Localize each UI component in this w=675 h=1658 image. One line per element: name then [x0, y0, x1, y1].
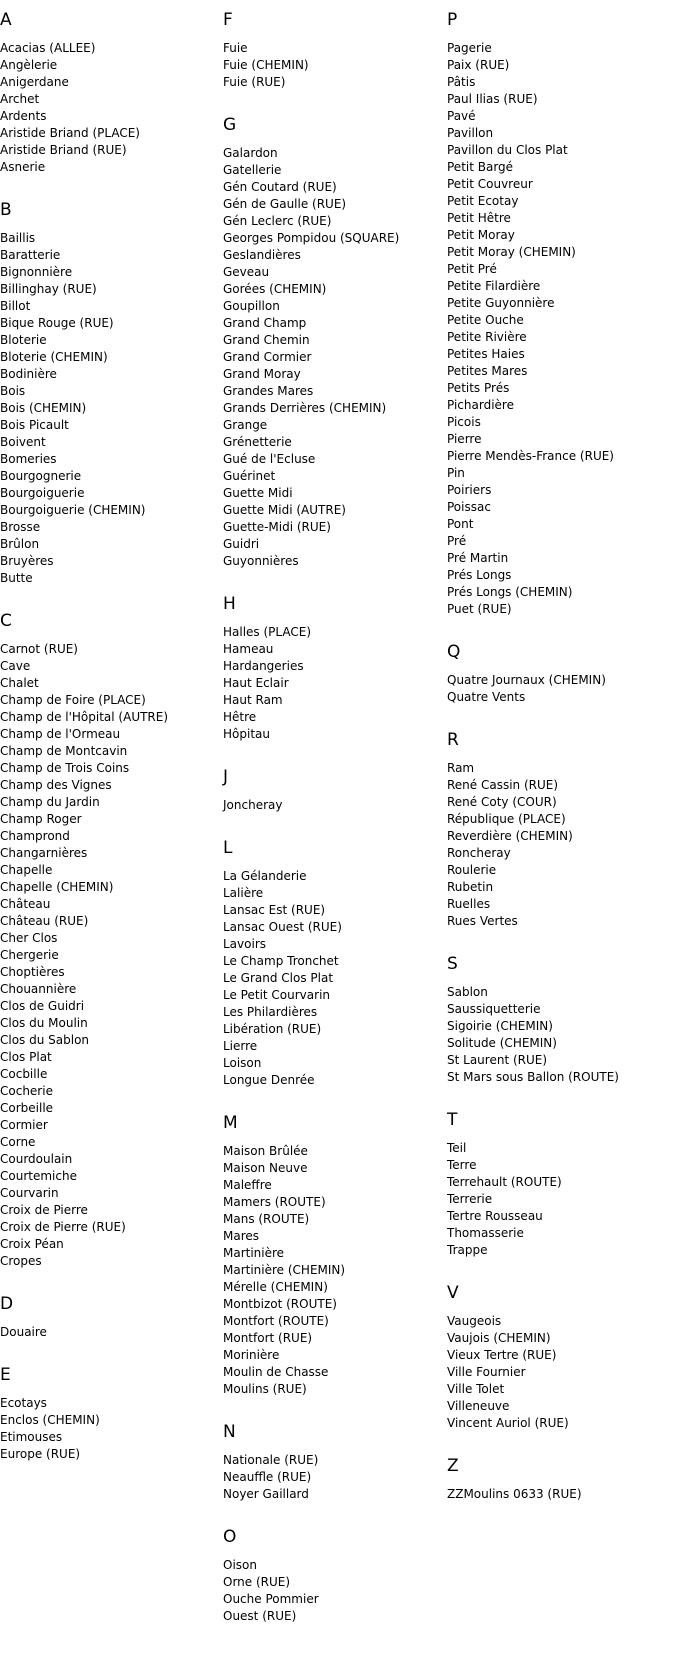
street-list-item[interactable]: Petites Mares [447, 364, 528, 378]
street-list [0, 1395, 212, 1463]
street-list-item[interactable]: Grands Derrières (CHEMIN) [223, 401, 387, 415]
street-list [447, 760, 659, 930]
street-list-item[interactable]: Clos du Sablon [0, 1033, 90, 1047]
street-list-item[interactable]: Joncheray [223, 798, 283, 812]
street-list-item[interactable]: Gorées (CHEMIN) [223, 282, 327, 296]
street-list-item[interactable]: Petit Moray (CHEMIN) [447, 245, 576, 259]
street-list-item[interactable]: St Laurent (RUE) [447, 1053, 548, 1067]
street-list-item[interactable]: Trappe [447, 1243, 488, 1257]
street-list-item[interactable]: Corne [0, 1135, 36, 1149]
street-list-item[interactable]: Acacias (ALLEE) [0, 41, 96, 55]
street-list [0, 230, 212, 587]
street-list-item[interactable]: Maison Brûlée [223, 1144, 308, 1158]
street-list-item[interactable]: Rues Vertes [447, 914, 518, 928]
street-list-item[interactable]: Ruelles [447, 897, 491, 911]
street-list [223, 1143, 435, 1398]
street-list-item[interactable]: Bignonnière [0, 265, 73, 279]
street-list-item[interactable]: Courvarin [0, 1186, 59, 1200]
street-list-item[interactable]: Geveau [223, 265, 270, 279]
letter-section [223, 767, 435, 814]
letter-section [447, 1283, 659, 1432]
letter-heading: S [447, 954, 458, 974]
street-list-item[interactable]: Mans (ROUTE) [223, 1212, 310, 1226]
street-list-item[interactable]: Bodinière [0, 367, 57, 381]
street-list-item[interactable]: Angèlerie [0, 58, 58, 72]
street-list-item[interactable]: Petite Filardière [447, 279, 541, 293]
letter-section [223, 838, 435, 1089]
street-list-item[interactable]: Pavillon du Clos Plat [447, 143, 568, 157]
street-list-item[interactable]: Poissac [447, 500, 491, 514]
street-list-item[interactable]: Mares [223, 1229, 260, 1243]
street-list-item[interactable]: Neauffle (RUE) [223, 1470, 312, 1484]
street-list-item[interactable]: Chapelle (CHEMIN) [0, 880, 114, 894]
street-list-item[interactable]: Ecotays [0, 1396, 47, 1410]
street-list-item[interactable]: ZZMoulins 0633 (RUE) [447, 1487, 582, 1501]
street-list-item[interactable]: Croix Péan [0, 1237, 64, 1251]
street-list-item[interactable]: Pont [447, 517, 474, 531]
letter-heading: A [0, 10, 12, 30]
street-list-item[interactable]: Fuie [223, 41, 248, 55]
street-list-item[interactable]: La Gélanderie [223, 869, 307, 883]
street-list-item[interactable]: Thomasserie [447, 1226, 524, 1240]
letter-section [223, 594, 435, 743]
street-list-item[interactable]: Hameau [223, 642, 274, 656]
street-list [447, 672, 659, 706]
street-list-item[interactable]: Rubetin [447, 880, 494, 894]
street-list-item[interactable]: Le Champ Tronchet [223, 954, 339, 968]
street-list-item[interactable]: Guette Midi (AUTRE) [223, 503, 346, 517]
street-list-item[interactable]: Chapelle [0, 863, 53, 877]
street-list-item[interactable]: Sigoirie (CHEMIN) [447, 1019, 553, 1033]
street-list-item[interactable]: Pierre [447, 432, 482, 446]
street-list-item[interactable]: Chergerie [0, 948, 59, 962]
letter-section [223, 10, 435, 91]
street-list-item[interactable]: Ville Tolet [447, 1382, 505, 1396]
street-list-item[interactable]: Carnot (RUE) [0, 642, 78, 656]
letter-section [447, 1456, 659, 1503]
street-list-item[interactable]: Villeneuve [447, 1399, 510, 1413]
street-list-item[interactable]: Grand Cormier [223, 350, 312, 364]
street-list-item[interactable]: Champ de l'Ormeau [0, 727, 121, 741]
street-list-item[interactable]: Pierre Mendès-France (RUE) [447, 449, 614, 463]
street-list-item[interactable]: Prés Longs (CHEMIN) [447, 585, 573, 599]
street-list-item[interactable]: Quatre Vents [447, 690, 526, 704]
street-list-item[interactable]: Geslandières [223, 248, 301, 262]
street-list-item[interactable]: Les Philardières [223, 1005, 318, 1019]
street-list-item[interactable]: Petite Rivière [447, 330, 527, 344]
street-list-item[interactable]: Champ de Trois Coins [0, 761, 130, 775]
street-list-item[interactable]: Paul Ilias (RUE) [447, 92, 538, 106]
street-list-item[interactable]: Le Grand Clos Plat [223, 971, 334, 985]
street-list [223, 624, 435, 743]
street-list-item[interactable]: Chouannière [0, 982, 77, 996]
street-list-item[interactable]: Pavillon [447, 126, 494, 140]
street-list-item[interactable]: Halles (PLACE) [223, 625, 312, 639]
street-list-item[interactable]: Teil [447, 1141, 467, 1155]
street-list-item[interactable]: Ram [447, 761, 475, 775]
street-list-item[interactable]: Pichardière [447, 398, 514, 412]
street-list-item[interactable]: Petite Guyonnière [447, 296, 555, 310]
street-list-item[interactable]: Grand Chemin [223, 333, 310, 347]
street-list-item[interactable]: Choptières [0, 965, 65, 979]
street-list [447, 1140, 659, 1259]
street-list-item[interactable]: Lansac Est (RUE) [223, 903, 326, 917]
street-list-item[interactable]: Vieux Tertre (RUE) [447, 1348, 557, 1362]
street-list-item[interactable]: Etimouses [0, 1430, 63, 1444]
street-list-item[interactable]: Vaujois (CHEMIN) [447, 1331, 551, 1345]
street-list-item[interactable]: Terrerie [447, 1192, 493, 1206]
street-list-item[interactable]: Baillis [0, 231, 36, 245]
street-list-item[interactable]: Billot [0, 299, 31, 313]
street-list-item[interactable]: Ouche Pommier [223, 1592, 319, 1606]
street-list-item[interactable]: Baratterie [0, 248, 61, 262]
letter-section [447, 730, 659, 930]
street-list-item[interactable]: Mamers (ROUTE) [223, 1195, 326, 1209]
letter-heading: O [223, 1527, 237, 1547]
street-list-item[interactable]: Petits Prés [447, 381, 510, 395]
street-list-item[interactable]: Oison [223, 1558, 257, 1572]
street-list-item[interactable]: Prés Longs [447, 568, 512, 582]
street-list-item[interactable]: Petit Bargé [447, 160, 514, 174]
street-list-item[interactable]: Fuie (CHEMIN) [223, 58, 309, 72]
street-list [223, 868, 435, 1089]
street-list-item[interactable]: Martinière (CHEMIN) [223, 1263, 346, 1277]
street-list-item[interactable]: Hêtre [223, 710, 257, 724]
street-list-item[interactable]: Champ de l'Hôpital (AUTRE) [0, 710, 169, 724]
street-list-item[interactable]: Guérinet [223, 469, 276, 483]
letter-heading: C [0, 611, 12, 631]
street-list-item[interactable]: Libération (RUE) [223, 1022, 322, 1036]
letter-section [223, 115, 435, 570]
street-list [223, 1452, 435, 1503]
street-list-item[interactable]: Grandes Mares [223, 384, 314, 398]
street-list-item[interactable]: Goupillon [223, 299, 280, 313]
street-list-item[interactable]: Bois (CHEMIN) [0, 401, 87, 415]
street-list-item[interactable]: République (PLACE) [447, 812, 566, 826]
letter-heading: B [0, 200, 12, 220]
street-index-column-1 [0, 10, 212, 1487]
street-list [447, 1313, 659, 1432]
street-list-item[interactable]: Noyer Gaillard [223, 1487, 309, 1501]
letter-section [447, 954, 659, 1086]
street-list-item[interactable]: Chalet [0, 676, 39, 690]
street-list-item[interactable]: Cocherie [0, 1084, 53, 1098]
letter-heading: R [447, 730, 459, 750]
street-list-item[interactable]: Ouest (RUE) [223, 1609, 297, 1623]
street-list-item[interactable]: Champ Roger [0, 812, 82, 826]
street-list-item[interactable]: Enclos (CHEMIN) [0, 1413, 100, 1427]
street-list-item[interactable]: Pavé [447, 109, 476, 123]
street-list-item[interactable]: Butte [0, 571, 33, 585]
street-list-item[interactable]: Moulin de Chasse [223, 1365, 329, 1379]
street-list-item[interactable]: Maleffre [223, 1178, 272, 1192]
street-list-item[interactable]: Lansac Ouest (RUE) [223, 920, 342, 934]
street-list [447, 984, 659, 1086]
street-list-item[interactable]: Cher Clos [0, 931, 58, 945]
street-list-item[interactable]: Grange [223, 418, 268, 432]
street-list-item[interactable]: Cocbille [0, 1067, 48, 1081]
street-list-item[interactable]: Martinière [223, 1246, 285, 1260]
street-list-item[interactable]: Puet (RUE) [447, 602, 512, 616]
street-list-item[interactable]: Aristide Briand (RUE) [0, 143, 127, 157]
street-list-item[interactable]: Hardangeries [223, 659, 304, 673]
street-list-item[interactable]: Billinghay (RUE) [0, 282, 97, 296]
street-list-item[interactable]: Lavoirs [223, 937, 267, 951]
street-list-item[interactable]: Douaire [0, 1325, 47, 1339]
street-list-item[interactable]: Clos de Guidri [0, 999, 85, 1013]
street-list-item[interactable]: Champ de Montcavin [0, 744, 128, 758]
street-list-item[interactable]: Guette-Midi (RUE) [223, 520, 331, 534]
street-list-item[interactable]: Bomeries [0, 452, 57, 466]
street-list-item[interactable]: Croix de Pierre [0, 1203, 88, 1217]
street-list-item[interactable]: Corbeille [0, 1101, 54, 1115]
street-list-item[interactable]: Cave [0, 659, 31, 673]
street-list-item[interactable]: Château [0, 897, 51, 911]
street-list-item[interactable]: René Cassin (RUE) [447, 778, 559, 792]
street-list-item[interactable]: Gatellerie [223, 163, 282, 177]
letter-heading: D [0, 1294, 14, 1314]
letter-section [0, 1365, 212, 1463]
street-list-item[interactable]: Grénetterie [223, 435, 292, 449]
street-list-item[interactable]: Haut Ram [223, 693, 283, 707]
street-list-item[interactable]: Changarnières [0, 846, 88, 860]
street-list-item[interactable]: Clos Plat [0, 1050, 52, 1064]
street-list-item[interactable]: Pré [447, 534, 467, 548]
street-list-item[interactable]: Bourgoiguerie [0, 486, 85, 500]
street-list-item[interactable]: Archet [0, 92, 40, 106]
street-list-item[interactable]: Gén Coutard (RUE) [223, 180, 337, 194]
street-list-item[interactable]: Petit Moray [447, 228, 515, 242]
street-list-item[interactable]: Picois [447, 415, 481, 429]
street-list-item[interactable]: Reverdière (CHEMIN) [447, 829, 573, 843]
street-list [0, 1324, 212, 1341]
street-list-item[interactable]: Vaugeois [447, 1314, 502, 1328]
street-list-item[interactable]: Haut Eclair [223, 676, 289, 690]
street-list-item[interactable]: Gén Leclerc (RUE) [223, 214, 332, 228]
street-list-item[interactable]: Orne (RUE) [223, 1575, 291, 1589]
letter-heading: L [223, 838, 233, 858]
street-list-item[interactable]: Petit Ecotay [447, 194, 519, 208]
street-list-item[interactable]: Nationale (RUE) [223, 1453, 319, 1467]
street-list-item[interactable]: Pré Martin [447, 551, 509, 565]
letter-section [447, 642, 659, 706]
street-list-item[interactable]: Champ du Jardin [0, 795, 100, 809]
street-list-item[interactable]: Boivent [0, 435, 46, 449]
letter-heading: H [223, 594, 236, 614]
street-list-item[interactable]: Sablon [447, 985, 488, 999]
street-list-item[interactable]: René Coty (COUR) [447, 795, 557, 809]
street-list-item[interactable]: Bruyères [0, 554, 54, 568]
street-list-item[interactable]: Roulerie [447, 863, 497, 877]
letter-section [0, 1294, 212, 1341]
street-list-item[interactable]: Bourgoiguerie (CHEMIN) [0, 503, 146, 517]
street-list-item[interactable]: Montfort (ROUTE) [223, 1314, 329, 1328]
street-list-item[interactable]: Petit Hêtre [447, 211, 511, 225]
street-list-item[interactable]: Gén de Gaulle (RUE) [223, 197, 347, 211]
street-list-item[interactable]: Champ des Vignes [0, 778, 112, 792]
street-list-item[interactable]: Le Petit Courvarin [223, 988, 331, 1002]
street-index-column-3 [447, 10, 659, 1527]
street-list [447, 40, 659, 618]
street-list-item[interactable]: Courdoulain [0, 1152, 73, 1166]
street-list-item[interactable]: Ardents [0, 109, 47, 123]
street-list-item[interactable]: Georges Pompidou (SQUARE) [223, 231, 400, 245]
street-list-item[interactable]: Roncheray [447, 846, 511, 860]
letter-heading: M [223, 1113, 238, 1133]
letter-section [0, 10, 212, 176]
letter-heading: V [447, 1283, 459, 1303]
street-list-item[interactable]: Loison [223, 1056, 262, 1070]
street-list-item[interactable]: Guidri [223, 537, 260, 551]
street-list [223, 1557, 435, 1625]
street-list [223, 145, 435, 570]
letter-heading: N [223, 1422, 236, 1442]
street-list-item[interactable]: Anigerdane [0, 75, 69, 89]
street-list-item[interactable]: Champ de Foire (PLACE) [0, 693, 146, 707]
letter-section [223, 1527, 435, 1625]
letter-heading: Q [447, 642, 461, 662]
street-list-item[interactable]: Petit Pré [447, 262, 497, 276]
street-list-item[interactable]: Petites Haies [447, 347, 525, 361]
street-list-item[interactable]: Hôpitau [223, 727, 270, 741]
street-list-item[interactable]: Courtemiche [0, 1169, 77, 1183]
street-list-item[interactable]: Paix (RUE) [447, 58, 510, 72]
street-list-item[interactable]: Grand Champ [223, 316, 307, 330]
street-list-item[interactable]: Aristide Briand (PLACE) [0, 126, 140, 140]
street-list-item[interactable]: Mérelle (CHEMIN) [223, 1280, 328, 1294]
street-list-item[interactable]: Poiriers [447, 483, 492, 497]
street-list-item[interactable]: Bois [0, 384, 26, 398]
street-list-item[interactable]: Gué de l'Ecluse [223, 452, 316, 466]
street-list-item[interactable]: Asnerie [0, 160, 46, 174]
street-list [0, 40, 212, 176]
letter-heading: Z [447, 1456, 459, 1476]
letter-heading: P [447, 10, 458, 30]
street-list-item[interactable]: Petit Couvreur [447, 177, 533, 191]
street-list-item[interactable]: Bloterie [0, 333, 47, 347]
letter-section [0, 200, 212, 587]
street-list-item[interactable]: St Mars sous Ballon (ROUTE) [447, 1070, 619, 1084]
letter-heading: J [223, 767, 229, 787]
street-list-item[interactable]: Brosse [0, 520, 41, 534]
street-list [447, 1486, 659, 1503]
street-list-item[interactable]: Tertre Rousseau [447, 1209, 543, 1223]
street-list-item[interactable]: Terrehault (ROUTE) [447, 1175, 562, 1189]
street-list-item[interactable]: Pin [447, 466, 465, 480]
street-list-item[interactable]: Pâtis [447, 75, 476, 89]
letter-section [223, 1113, 435, 1398]
street-list-item[interactable]: Petite Ouche [447, 313, 524, 327]
street-list-item[interactable]: Ville Fournier [447, 1365, 526, 1379]
letter-section [447, 1110, 659, 1259]
letter-section [223, 1422, 435, 1503]
letter-section [0, 611, 212, 1270]
street-list-item[interactable]: Brûlon [0, 537, 40, 551]
street-list-item[interactable]: Bourgognerie [0, 469, 82, 483]
letter-heading: T [447, 1110, 458, 1130]
street-list-item[interactable]: Solitude (CHEMIN) [447, 1036, 557, 1050]
street-list-item[interactable]: Quatre Journaux (CHEMIN) [447, 673, 606, 687]
street-list-item[interactable]: Terre [447, 1158, 477, 1172]
letter-heading: G [223, 115, 237, 135]
street-list [223, 40, 435, 91]
street-list-item[interactable]: Grand Moray [223, 367, 301, 381]
street-list-item[interactable]: Champrond [0, 829, 70, 843]
street-list-item[interactable]: Vincent Auriol (RUE) [447, 1416, 569, 1430]
street-list-item[interactable]: Maison Neuve [223, 1161, 308, 1175]
street-list-item[interactable]: Lalière [223, 886, 264, 900]
street-list-item[interactable]: Guyonnières [223, 554, 299, 568]
street-list-item[interactable]: Bloterie (CHEMIN) [0, 350, 108, 364]
street-list-item[interactable]: Guette Midi [223, 486, 293, 500]
street-list-item[interactable]: Lierre [223, 1039, 258, 1053]
street-list-item[interactable]: Croix de Pierre (RUE) [0, 1220, 126, 1234]
street-list-item[interactable]: Château (RUE) [0, 914, 89, 928]
street-list-item[interactable]: Morinière [223, 1348, 280, 1362]
street-list-item[interactable]: Galardon [223, 146, 278, 160]
street-list-item[interactable]: Montbizot (ROUTE) [223, 1297, 337, 1311]
street-list [223, 797, 435, 814]
street-list-item[interactable]: Bique Rouge (RUE) [0, 316, 114, 330]
street-list-item[interactable]: Pagerie [447, 41, 492, 55]
street-list-item[interactable]: Cormier [0, 1118, 48, 1132]
street-list-item[interactable]: Saussiquetterie [447, 1002, 541, 1016]
street-list [0, 641, 212, 1270]
street-list-item[interactable]: Europe (RUE) [0, 1447, 81, 1461]
street-list-item[interactable]: Moulins (RUE) [223, 1382, 307, 1396]
street-list-item[interactable]: Bois Picault [0, 418, 69, 432]
street-list-item[interactable]: Clos du Moulin [0, 1016, 88, 1030]
letter-heading: E [0, 1365, 11, 1385]
street-list-item[interactable]: Montfort (RUE) [223, 1331, 313, 1345]
street-list-item[interactable]: Fuie (RUE) [223, 75, 286, 89]
letter-section [447, 10, 659, 618]
street-index-column-2 [223, 10, 435, 1649]
street-list-item[interactable]: Cropes [0, 1254, 42, 1268]
street-list-item[interactable]: Longue Denrée [223, 1073, 315, 1087]
letter-heading: F [223, 10, 233, 30]
